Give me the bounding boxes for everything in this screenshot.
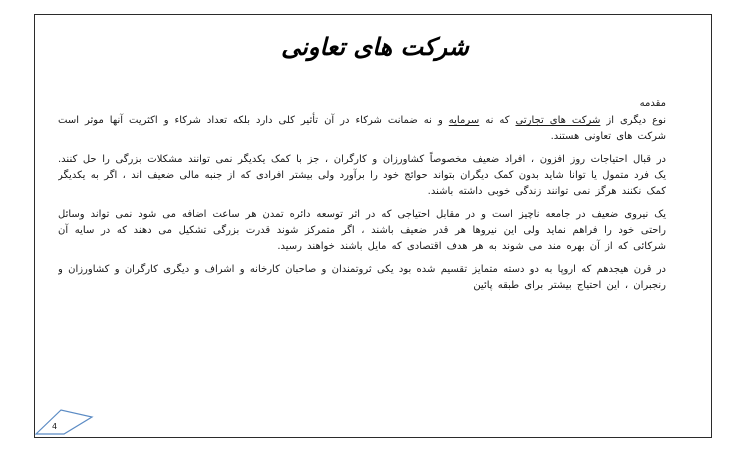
paragraph-1-text-b: که نه (479, 115, 516, 126)
page-title: شرکت های تعاونی (281, 32, 469, 61)
paragraph-3: یک نیروی ضعیف در جامعه ناچیز است و در مقابل احتیاجی که در اثر توسعه دائره تمدن هر ساعت اضافه می شود نمی تواند وسائل راحتی خود را فراهم نماید ولی این نیروها هر قدر ضعیف باشند ، اگر متمرکز شوند قدرت بزرگی تشکیل می دهند که در سایه آن شرکائی که از آن بهره مند می شوند به هر هدف اقتصادی که مایل باشند خواهند رسید. (58, 209, 666, 252)
section-heading: مقدمه (639, 98, 666, 109)
commercial-companies-link[interactable]: شرکت های تجارتی (515, 115, 601, 126)
paragraph-1-text-c: و نه ضمانت شرکاء در آن تأثیر کلی دارد بلکه تعداد شرکاء و اکثریت آنها موثر است شرکت های تعاونی هستند. (58, 115, 666, 142)
document-body (58, 96, 666, 414)
page-number-badge (34, 408, 96, 436)
page-badge-shape-icon (34, 408, 96, 436)
capital-link[interactable]: سرمایه (448, 115, 480, 126)
paragraph-2: در قبال احتیاجات روز افزون ، افراد ضعیف مخصوصاً کشاورزان و کارگران ، جز با کمک یکدیگر نمی توانند مشکلات بزرگی را حل کنند. یک فرد متمول یا توانا شاید بدون کمک دیگران بتواند حوائج خود را برآورد ولی بیشتر افرادی که از جنبه مالی ضعیف اند ، اگر به یکدیگر کمک نکنند هرگز نمی توانند زندگی خوبی داشته باشند. (58, 154, 666, 197)
paragraph-1 (58, 113, 666, 145)
page-number: 4 (52, 422, 58, 431)
paragraph-4: در قرن هیجدهم که اروپا به دو دسته متمایز تقسیم شده بود یکی ثروتمندان و صاحبان کارخانه و اشراف و دیگری کارگران و کشاورزان و رنجبران ، این احتیاج بیشتر برای طبقه پائین (58, 264, 666, 291)
paragraph-1-text-a: نوع دیگری از (600, 115, 666, 126)
